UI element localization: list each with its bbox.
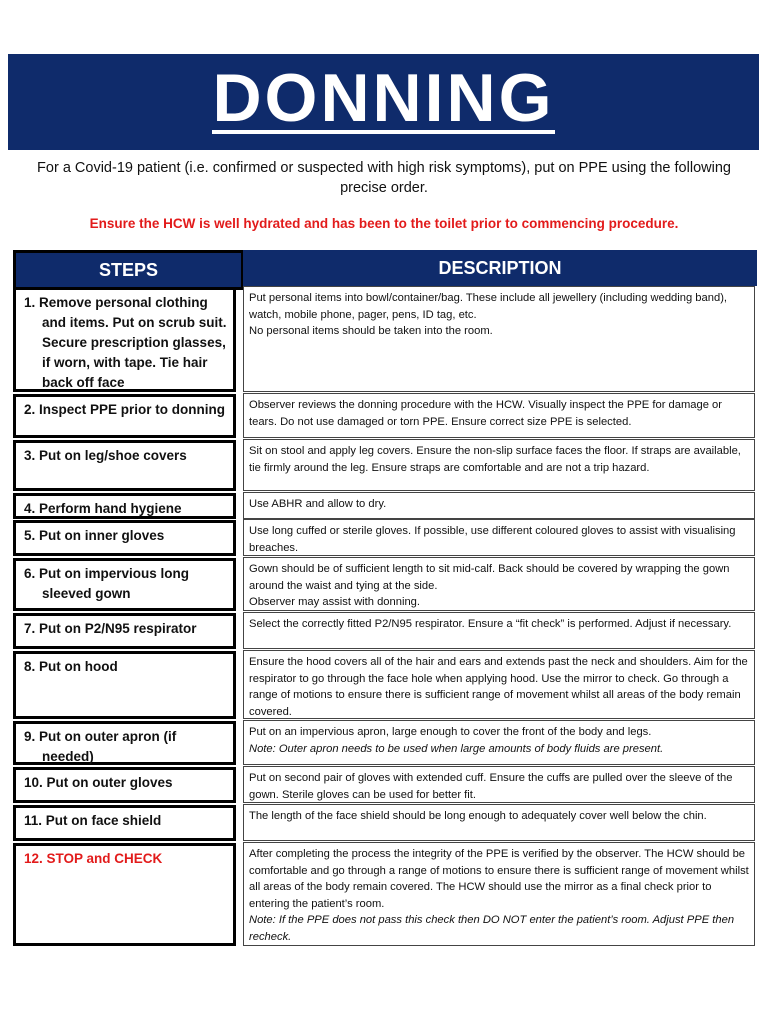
- description-cell-6: [243, 557, 755, 611]
- steps-column-header: STEPS: [13, 250, 244, 290]
- step-cell-1: 1. Remove personal clothing and items. Put on scrub suit. Secure prescription glasses, if worn, with tape. Tie hair back off face: [13, 287, 236, 392]
- description-note: Note: Outer apron needs to be used when large amounts of body fluids are present.: [249, 742, 664, 755]
- description-cell-8: [243, 650, 755, 719]
- step-cell-6: 6. Put on impervious long sleeved gown: [13, 558, 236, 611]
- description-cell-7: [243, 612, 755, 649]
- description-text: Use long cuffed or sterile gloves. If possible, use different coloured gloves to assist with visualising breaches.: [249, 525, 736, 554]
- step-cell-2: 2. Inspect PPE prior to donning: [13, 394, 236, 438]
- step-cell-4: 4. Perform hand hygiene: [13, 493, 236, 519]
- description-text: Gown should be of sufficient length to sit mid-calf. Back should be covered by wrapping the gown around the waist and tying at the side.: [249, 563, 730, 592]
- description-cell-1: [243, 286, 755, 392]
- step-cell-9: 9. Put on outer apron (if needed): [13, 721, 236, 765]
- description-note: Note: If the PPE does not pass this check then DO NOT enter the patient’s room. Adjust PPE then recheck.: [249, 914, 735, 943]
- description-text: Put on an impervious apron, large enough to cover the front of the body and legs.: [249, 726, 652, 738]
- step-cell-3: 3. Put on leg/shoe covers: [13, 440, 236, 491]
- description-text: Put on second pair of gloves with extended cuff. Ensure the cuffs are pulled over the sleeve of the gown. Sterile gloves can be used for better fit.: [249, 772, 733, 801]
- description-text: Sit on stool and apply leg covers. Ensure the non-slip surface faces the floor. If straps are available, tie firmly around the leg. Ensure straps are comfortable and are not a trip hazard.: [249, 445, 741, 474]
- description-text: Use ABHR and allow to dry.: [249, 498, 387, 510]
- description-cell-12: [243, 842, 755, 946]
- intro-text: For a Covid-19 patient (i.e. confirmed or suspected with high risk symptoms), put on PPE using the following precise order.: [37, 160, 731, 196]
- description-cell-4: [243, 492, 755, 519]
- page-title: DONNING: [212, 54, 554, 134]
- title-banner: [8, 54, 759, 150]
- description-cell-3: [243, 439, 755, 491]
- description-text: Observer reviews the donning procedure with the HCW. Visually inspect the PPE for damage or tears. Do not use damaged or torn PPE. Ensure correct size PPE is selected.: [249, 399, 723, 428]
- description-column-header: DESCRIPTION: [243, 250, 757, 286]
- description-text: After completing the process the integrity of the PPE is verified by the observer. The HCW should be comfortable and go through a range of motions to ensure there is sufficient range of movement whilst all areas of the body remain covered. The HCW should use the mirror as a final check prior to entering the patient’s room.: [249, 848, 749, 910]
- step-cell-12: 12. STOP and CHECK: [13, 843, 236, 946]
- description-cell-2: [243, 393, 755, 438]
- description-cell-11: [243, 804, 755, 841]
- step-cell-11: 11. Put on face shield: [13, 805, 236, 841]
- description-text: The length of the face shield should be long enough to adequately cover well below the chin.: [249, 810, 707, 822]
- description-text: Ensure the hood covers all of the hair and ears and extends past the neck and shoulders. Aim for the respirator to go through the face hole when applying hood. Use the mirror to check. Go through a range of motions to ensure there is sufficient range of movement whilst all areas of the body remain covered.: [249, 656, 748, 718]
- description-text: No personal items should be taken into the room.: [249, 325, 493, 337]
- step-cell-8: 8. Put on hood: [13, 651, 236, 719]
- description-cell-10: [243, 766, 755, 803]
- description-cell-9: [243, 720, 755, 765]
- description-text: Observer may assist with donning.: [249, 596, 420, 608]
- step-cell-10: 10. Put on outer gloves: [13, 767, 236, 803]
- description-text: Select the correctly fitted P2/N95 respirator. Ensure a “fit check” is performed. Adjust if necessary.: [249, 618, 732, 630]
- description-text: Put personal items into bowl/container/bag. These include all jewellery (including wedding band), watch, mobile phone, pager, pens, ID tag, etc.: [249, 292, 728, 321]
- description-cell-5: [243, 519, 755, 556]
- step-cell-7: 7. Put on P2/N95 respirator: [13, 613, 236, 649]
- warning-text: Ensure the HCW is well hydrated and has been to the toilet prior to commencing procedure.: [89, 216, 679, 231]
- step-cell-5: 5. Put on inner gloves: [13, 520, 236, 556]
